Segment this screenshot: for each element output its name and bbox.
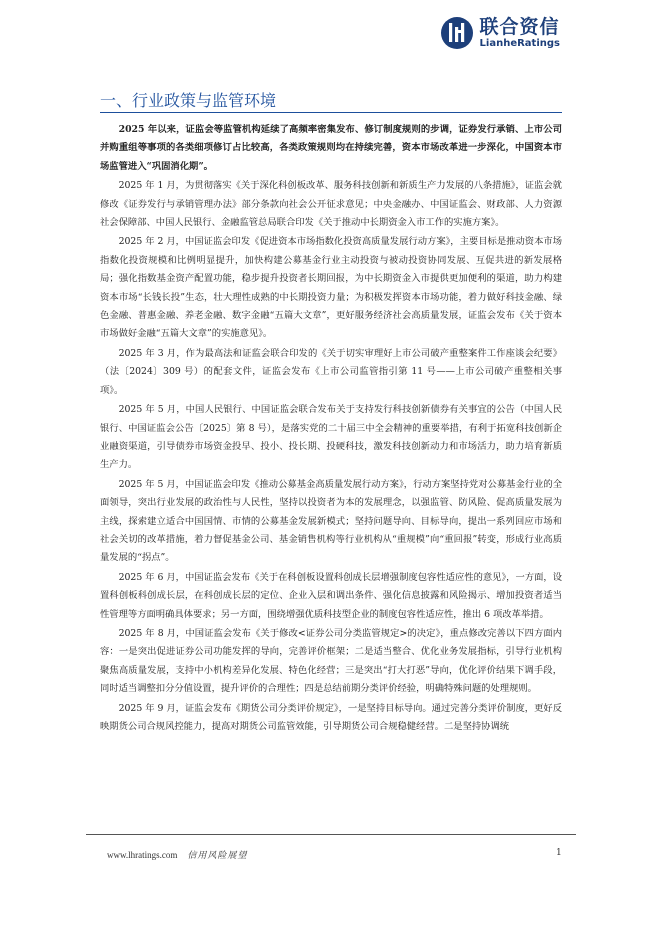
footer-publication: 信用风险展望: [187, 851, 248, 861]
paragraph-2025-02: 2025 年 2 月，中国证监会印发《促进资本市场指数化投资高质量发展行动方案》，主要目标是推动资本市场指数化投资规模和比例明显提升，加快构建公募基金行业主动投资与被动投资协同发展、互促共进的新发展格局；强化指数基金资产配置功能，稳步提升投资者长期回报，为中长期资金入市提供更加便利的渠道，助力构建资本市场“长钱长投”生态，壮大理性成熟的中长期投资力量；为积极发挥资本市场功能，着力做好科技金融、绿色金融、普惠金融、养老金融、数字金融“五篇大文章”，更好服务经济社会高质量发展，证监会发布《关于资本市场做好金融“五篇大文章”的实施意见》。: [100, 236, 562, 340]
body-text: [100, 121, 562, 737]
section-title: 一、行业政策与监管环境: [100, 91, 277, 110]
lianhe-logo-icon: [440, 16, 474, 50]
paragraph-2025-06: 2025 年 6 月，中国证监会发布《关于在科创板设置科创成长层增强制度包容性适应性的意见》，一方面，设置科创板科创成长层，在科创成长层的定位、企业入层和调出条件、强化信息披露和风险揭示、增加投资者适当性管理等方面明确具体要求；另一方面，围绕增强优质科技型企业的制度包容性适应性，推出 6 项改革举措。: [100, 571, 562, 620]
section-title-rule: [100, 112, 562, 113]
paragraph-2025-05-b: 2025 年 5 月，中国证监会印发《推动公募基金高质量发展行动方案》，行动方案坚持党对公募基金行业的全面领导，突出行业发展的政治性与人民性，坚持以投资者为本的发展理念，以强监管、防风险、促高质量发展为主线，探索建立适合中国国情、市情的公募基金发展新模式；坚持问题导向、目标导向，提出一系列回应市场和社会关切的改革措施，着力督促基金公司、基金销售机构等行业机构从“重规模”向“重回报”转变，形成行业高质量发展的“拐点”。: [100, 478, 562, 564]
paragraph-2025-01: 2025 年 1 月，为贯彻落实《关于深化科创板改革、服务科技创新和新质生产力发展的八条措施》，证监会就修改《证券发行与承销管理办法》部分条款向社会公开征求意见；中央金融办、中国证监会、财政部、人力资源社会保障部、中国人民银行、金融监管总局联合印发《关于推动中长期资金入市工作的实施方案》。: [100, 180, 562, 229]
footer-website-link[interactable]: www.lhratings.com: [107, 850, 178, 860]
paragraph-2025-03: 2025 年 3 月，作为最高法和证监会联合印发的《关于切实审理好上市公司破产重整案件工作座谈会纪要》（法〔2024〕309 号）的配套文件，证监会发布《上市公司监管指引第 11 号——上市公司破产重整相关事项》。: [100, 347, 562, 396]
footer-info: [107, 848, 247, 861]
brand-name-en: LianheRatings: [479, 38, 560, 49]
paragraph-2025-08: 2025 年 8 月，中国证监会发布《关于修改<证券公司分类监管规定>的决定》，重点修改完善以下四方面内容：一是突出促进证券公司功能发挥的导向，完善评价框架；二是适当整合、优化业务发展指标，引导行业机构聚焦高质量发展，支持中小机构差异化发展、特色化经营；三是突出“打大打恶”导向，优化评价结果下调手段，同时适当调整扣分分值设置，提升评价的合理性；四是总结前期分类评价经验，明确特殊问题的处理规则。: [100, 627, 562, 695]
brand-name-cn: 联合资信: [479, 16, 560, 38]
footer-rule: [86, 834, 576, 835]
lead-paragraph: 2025 年以来，证监会等监管机构延续了高频率密集发布、修订制度规则的步调，证券发行承销、上市公司并购重组等事项的各类细项修订占比较高，各类政策规则均在持续完善，资本市场改革进一步深化，中国资本市场监管进入“巩固消化期”。: [100, 124, 562, 172]
paragraph-2025-09: 2025 年 9 月，证监会发布《期货公司分类评价规定》，一是坚持目标导向。通过完善分类评价制度，更好反映期货公司合规风控能力，提高对期货公司监管效能，引导期货公司合规稳健经营。二是坚持协调统: [100, 702, 562, 732]
page-number: 1: [556, 848, 562, 858]
paragraph-2025-05-a: 2025 年 5 月，中国人民银行、中国证监会联合发布关于支持发行科技创新债券有关事宜的公告（中国人民银行、中国证监会公告〔2025〕第 8 号），是落实党的二十届三中全会精神的重要举措，有利于拓宽科技创新企业融资渠道，引导债券市场资金投早、投小、投长期、投硬科技，激发科技创新动力和市场活力，助力培育新质生产力。: [100, 404, 562, 471]
brand-logo: [440, 16, 560, 50]
